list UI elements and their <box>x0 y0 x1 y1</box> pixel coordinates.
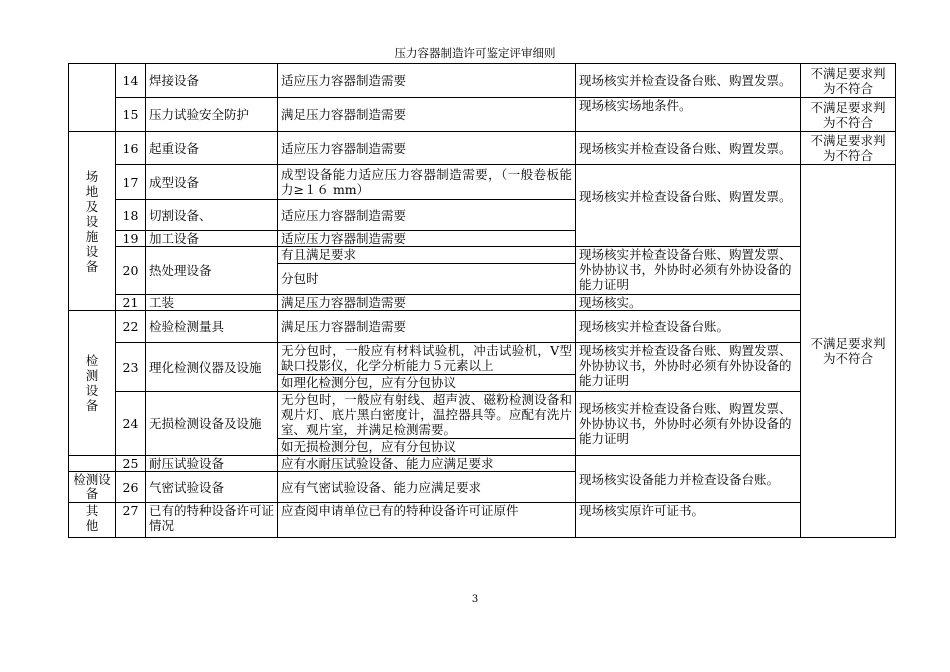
table-row <box>69 295 896 311</box>
row-number: 23 <box>116 343 146 392</box>
requirement: 适应压力容器制造需要 <box>278 200 576 231</box>
row-number: 14 <box>116 64 146 98</box>
review-method: 现场核实并检查设备台账、购置发票、外协协议书，外协时必须有外协设备的能力证明 <box>576 392 801 456</box>
review-method: 现场核实并检查设备台账、购置发票。 <box>576 64 801 98</box>
result-rule: 不满足要求判为不符合 <box>801 98 896 132</box>
row-number: 16 <box>116 132 146 165</box>
review-method: 现场核实并检查设备台账、购置发票、外协协议书，外协时必须有外协设备的能力证明 <box>576 343 801 392</box>
category-cell-empty <box>69 456 116 472</box>
item-name: 无损检测设备及设施 <box>146 392 278 456</box>
requirement-own: 无分包时，一般应有射线、超声波、磁粉检测设备和观片灯、底片黑白密度计，温控器具等。应配有洗片室、观片室，并满足检测需要。 <box>281 392 572 437</box>
requirement: 满足压力容器制造需要 <box>278 311 576 343</box>
table-row <box>69 98 896 132</box>
requirement: 应查阅申请单位已有的特种设备许可证原件 <box>278 503 576 538</box>
row-number: 22 <box>116 311 146 343</box>
requirement <box>278 392 576 456</box>
row-number: 19 <box>116 231 146 247</box>
item-name: 加工设备 <box>146 231 278 247</box>
review-method: 现场核实场地条件。 <box>576 98 801 132</box>
page-header-title: 压力容器制造许可鉴定评审细则 <box>394 46 556 60</box>
requirement: 满足压力容器制造需要 <box>278 295 576 311</box>
category-test-equipment: 检测设备 <box>69 472 116 503</box>
item-name: 热处理设备 <box>146 247 278 295</box>
requirement: 适应压力容器制造需要 <box>278 231 576 247</box>
row-number: 27 <box>116 503 146 538</box>
result-rule-shared: 不满足要求判为不符合 <box>801 165 896 538</box>
item-name: 已有的特种设备许可证情况 <box>146 503 278 538</box>
requirement <box>278 247 576 295</box>
review-method: 现场核实原许可证书。 <box>576 503 801 538</box>
requirement-subcontract: 分包时 <box>278 263 575 294</box>
requirement: 应有气密试验设备、能力应满足要求 <box>278 472 576 503</box>
requirement-own: 有且满足要求 <box>281 247 357 262</box>
review-method-shared: 现场核实并检查设备台账、购置发票。 <box>576 165 801 247</box>
row-number: 25 <box>116 456 146 472</box>
review-criteria-table <box>68 63 896 538</box>
row-number: 20 <box>116 247 146 295</box>
requirement: 满足压力容器制造需要 <box>278 98 576 132</box>
table-row <box>69 311 896 343</box>
row-number: 21 <box>116 295 146 311</box>
item-name: 耐压试验设备 <box>146 456 278 472</box>
requirement: 成型设备能力适应压力容器制造需要，（一般卷板能力≥１６ mm） <box>278 165 576 200</box>
requirement: 应有水耐压试验设备、能力应满足要求 <box>278 456 576 472</box>
requirement: 适应压力容器制造需要 <box>278 132 576 165</box>
table-row <box>69 165 896 200</box>
requirement: 适应压力容器制造需要 <box>278 64 576 98</box>
table-row <box>69 343 896 392</box>
table-row <box>69 64 896 98</box>
category-cell-empty <box>69 64 116 132</box>
row-number: 17 <box>116 165 146 200</box>
item-name: 压力试验安全防护 <box>146 98 278 132</box>
table-row <box>69 503 896 538</box>
requirement-own: 无分包时，一般应有材料试验机，冲击试验机，V型缺口投影仪，化学分析能力５元素以上 <box>281 343 572 373</box>
table-row <box>69 247 896 295</box>
review-method: 现场核实并检查设备台账、购置发票、外协协议书，外协时必须有外协设备的能力证明 <box>576 247 801 295</box>
item-name: 起重设备 <box>146 132 278 165</box>
item-name: 切割设备、 <box>146 200 278 231</box>
item-name: 检验检测量具 <box>146 311 278 343</box>
table-row <box>69 392 896 456</box>
requirement-subcontract: 如无损检测分包，应有分包协议 <box>278 438 575 455</box>
review-method-shared: 现场核实设备能力并检查设备台账。 <box>576 456 801 503</box>
item-name: 焊接设备 <box>146 64 278 98</box>
item-name: 工装 <box>146 295 278 311</box>
item-name: 气密试验设备 <box>146 472 278 503</box>
row-number: 24 <box>116 392 146 456</box>
row-number: 26 <box>116 472 146 503</box>
category-site-facilities: 场地及设施设备 <box>69 132 116 311</box>
page-number: 3 <box>471 594 479 605</box>
category-other: 其他 <box>69 503 116 538</box>
row-number: 18 <box>116 200 146 231</box>
requirement-subcontract: 如理化检测分包，应有分包协议 <box>278 374 575 391</box>
result-rule: 不满足要求判为不符合 <box>801 132 896 165</box>
review-method: 现场核实。 <box>576 295 801 311</box>
review-method: 现场核实并检查设备台账、购置发票。 <box>576 132 801 165</box>
review-method: 现场核实并检查设备台账。 <box>576 311 801 343</box>
table-row <box>69 132 896 165</box>
result-rule: 不满足要求判为不符合 <box>801 64 896 98</box>
item-name: 成型设备 <box>146 165 278 200</box>
category-inspection-equipment: 检测设备 <box>69 311 116 456</box>
item-name: 理化检测仪器及设施 <box>146 343 278 392</box>
table-row <box>69 456 896 472</box>
row-number: 15 <box>116 98 146 132</box>
requirement <box>278 343 576 392</box>
